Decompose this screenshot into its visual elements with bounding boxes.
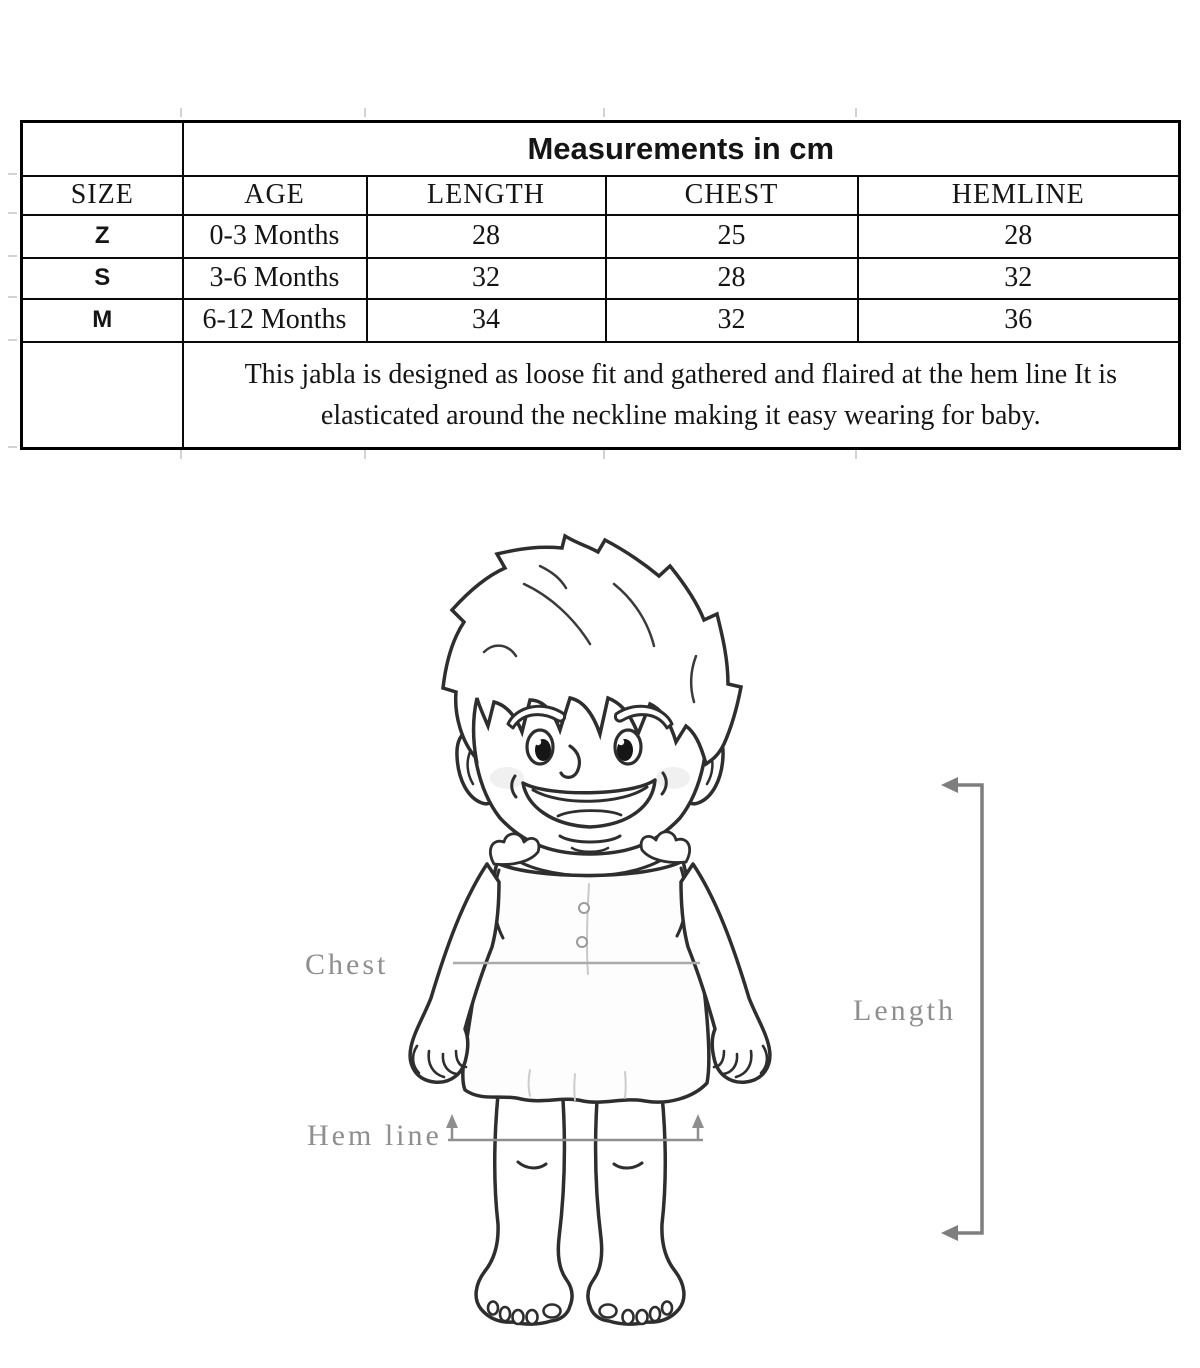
size-label: M [22, 299, 183, 342]
dress-button [579, 903, 589, 913]
jabla-dress [463, 832, 709, 1102]
column-header-hemline: HEMLINE [858, 176, 1180, 215]
length-value: 32 [367, 258, 606, 299]
age-value: 0-3 Months [183, 215, 367, 258]
size-label: Z [22, 215, 183, 258]
right-eye [615, 730, 641, 764]
column-header-size: SIZE [22, 176, 183, 215]
chest-value: 32 [606, 299, 858, 342]
size-label: S [22, 258, 183, 299]
product-description [183, 342, 1180, 449]
chest-label: Chest [305, 948, 389, 981]
legs [476, 1075, 684, 1324]
table-row [22, 215, 1180, 258]
corner-empty-cell [22, 122, 183, 176]
hemline-value: 28 [858, 215, 1180, 258]
description-line: This jabla is designed as loose fit and gathered and flaired at the hem line It is [244, 358, 1117, 390]
chest-value: 25 [606, 215, 858, 258]
size-chart-table [20, 120, 1181, 450]
description-line: elasticated around the neckline making it easy wearing for baby. [320, 399, 1041, 431]
right-leg [588, 1075, 684, 1324]
hemline-label: Hem line [307, 1119, 442, 1152]
table-row [22, 258, 1180, 299]
column-header-age: AGE [183, 176, 367, 215]
right-cheek-shade [656, 767, 690, 789]
left-shoulder-ruffle [490, 834, 539, 865]
hemline-value: 32 [858, 258, 1180, 299]
length-value: 28 [367, 215, 606, 258]
empty-cell [22, 342, 183, 449]
table-title: Measurements in cm [183, 122, 1180, 176]
table-row [22, 299, 1180, 342]
baby-illustration [410, 536, 770, 1324]
age-value: 6-12 Months [183, 299, 367, 342]
chest-value: 28 [606, 258, 858, 299]
length-value: 34 [367, 299, 606, 342]
column-header-chest: CHEST [606, 176, 858, 215]
hemline-value: 36 [858, 299, 1180, 342]
baby-in-jabla-line-drawing-icon [0, 460, 1200, 1368]
left-leg [476, 1075, 572, 1324]
left-cheek-shade [490, 767, 524, 789]
column-header-length: LENGTH [367, 176, 606, 215]
age-value: 3-6 Months [183, 258, 367, 299]
left-eye [527, 730, 553, 764]
size-chart [20, 120, 1181, 450]
length-label: Length [853, 994, 956, 1027]
right-shoulder-ruffle [641, 832, 690, 863]
dress-button [577, 937, 587, 947]
